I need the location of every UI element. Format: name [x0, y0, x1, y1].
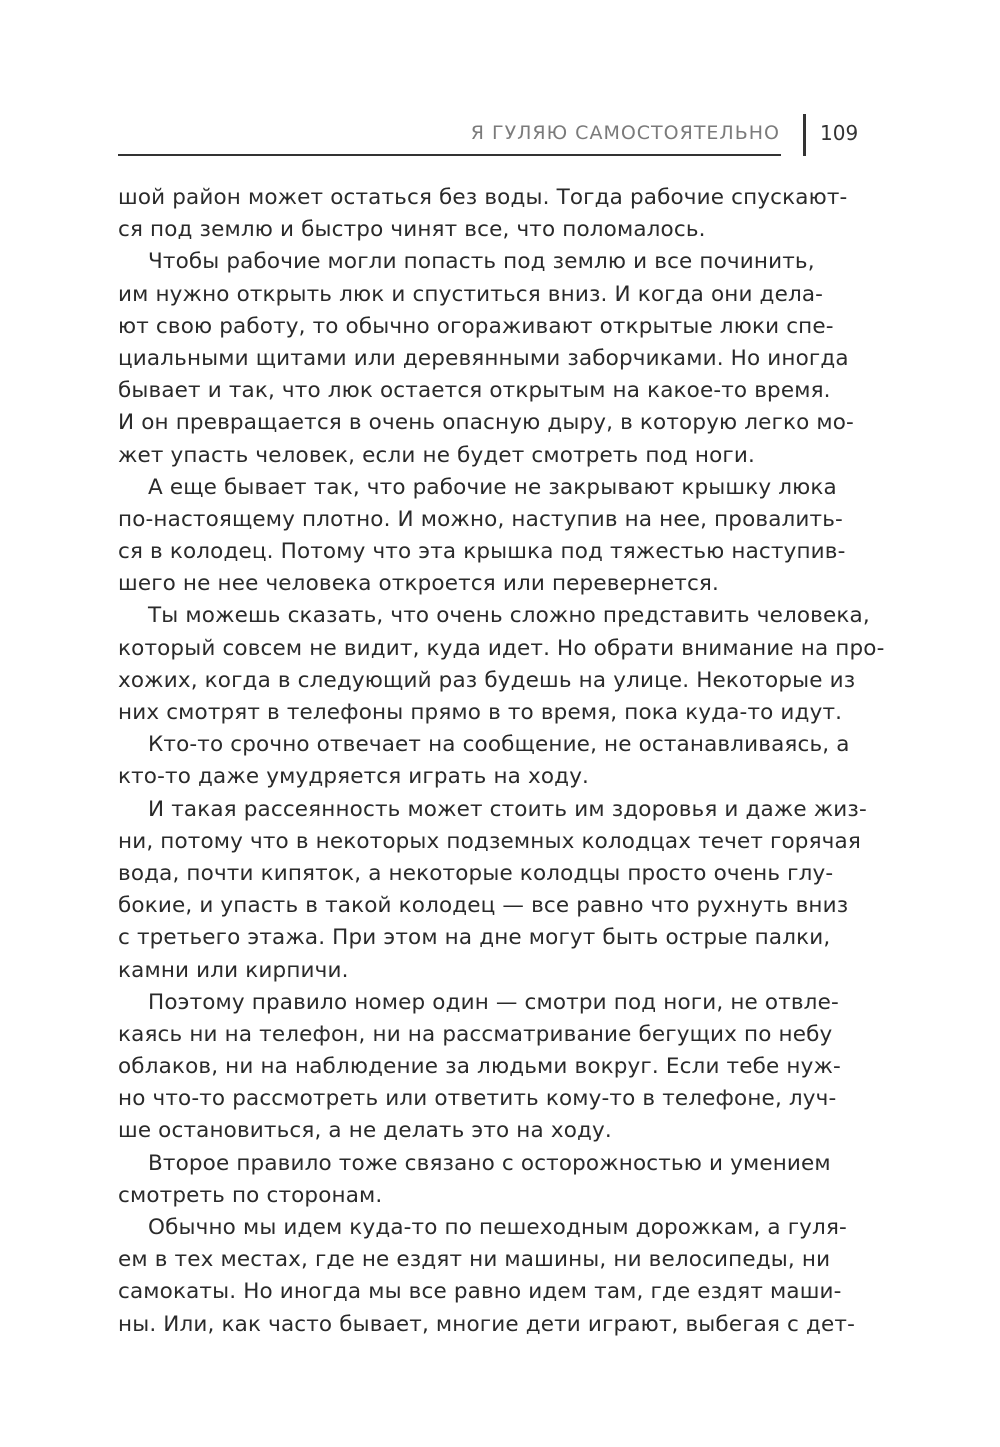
- text-line: каясь ни на телефон, ни на рассматривание бегущих по небу: [118, 1021, 833, 1047]
- text-line: Второе правило тоже связано с осторожностью и умением: [148, 1150, 831, 1176]
- text-line: И такая рассеянность может стоить им здоровья и даже жиз-: [148, 796, 867, 822]
- page-number: 109: [820, 121, 859, 145]
- text-line: ем в тех местах, где не ездят ни машины, ни велосипеды, ни: [118, 1247, 831, 1273]
- text-line: но что-то рассмотреть или ответить кому-то в телефоне, луч-: [118, 1086, 837, 1112]
- text-line: циальными щитами или деревянными заборчиками. Но иногда: [118, 345, 849, 371]
- text-line: Обычно мы идем куда-то по пешеходным дорожкам, а гуля-: [148, 1215, 847, 1240]
- header-rule: [118, 154, 781, 156]
- text-line: бокие, и упасть в такой колодец — все равно что рухнуть вниз: [118, 893, 849, 919]
- text-line: Ты можешь сказать, что очень сложно представить человека,: [148, 603, 870, 629]
- text-line: кто-то даже умудряется играть на ходу.: [118, 764, 590, 790]
- text-line: них смотрят в телефоны прямо в то время, пока куда-то идут.: [118, 700, 843, 725]
- text-line: хожих, когда в следующий раз будешь на улице. Некоторые из: [118, 667, 856, 693]
- text-line: А еще бывает так, что рабочие не закрывают крышку люка: [148, 474, 837, 500]
- text-line: смотреть по сторонам.: [118, 1182, 383, 1208]
- text-line: ше остановиться, а не делать это на ходу.: [118, 1118, 612, 1144]
- text-line: ни, потому что в некоторых подземных колодцах течет горячая: [118, 828, 861, 854]
- text-line: ся под землю и быстро чинят все, что поломалось.: [118, 217, 706, 243]
- text-line: шего не нее человека откроется или перевернется.: [118, 571, 720, 597]
- text-line: который совсем не видит, куда идет. Но обрати внимание на про-: [118, 635, 885, 661]
- text-line: с третьего этажа. При этом на дне могут быть острые палки,: [118, 925, 831, 951]
- body-text: [118, 182, 885, 1341]
- text-line: жет упасть человек, если не будет смотреть под ноги.: [118, 442, 755, 468]
- text-line: Поэтому правило номер один — смотри под ноги, не отвле-: [148, 989, 839, 1015]
- text-line: вода, почти кипяток, а некоторые колодцы просто очень глу-: [118, 860, 834, 886]
- text-line: облаков, ни на наблюдение за людьми вокруг. Если тебе нуж-: [118, 1054, 841, 1080]
- text-line: ны. Или, как часто бывает, многие дети играют, выбегая с дет-: [118, 1311, 855, 1337]
- running-title: Я ГУЛЯЮ САМОСТОЯТЕЛЬНО: [470, 122, 780, 144]
- text-line: им нужно открыть люк и спуститься вниз. И когда они дела-: [118, 281, 824, 307]
- text-line: Кто-то срочно отвечает на сообщение, не останавливаясь, а: [148, 732, 850, 758]
- text-line: шой район может остаться без воды. Тогда рабочие спускают-: [118, 185, 848, 210]
- text-line: камни или кирпичи.: [118, 957, 349, 983]
- text-line: ся в колодец. Потому что эта крышка под тяжестью наступив-: [118, 539, 846, 565]
- text-line: бывает и так, что люк остается открытым на какое-то время.: [118, 378, 831, 404]
- text-line: ют свою работу, то обычно огораживают открытые люки спе-: [118, 313, 834, 339]
- text-line: Чтобы рабочие могли попасть под землю и все починить,: [148, 249, 815, 275]
- text-line: по-настоящему плотно. И можно, наступив на нее, провалить-: [118, 506, 843, 532]
- running-head: [118, 112, 860, 160]
- text-line: И он превращается в очень опасную дыру, в которую легко мо-: [118, 410, 854, 436]
- header-divider: [803, 114, 806, 156]
- text-line: самокаты. Но иногда мы все равно идем там, где ездят маши-: [118, 1279, 842, 1305]
